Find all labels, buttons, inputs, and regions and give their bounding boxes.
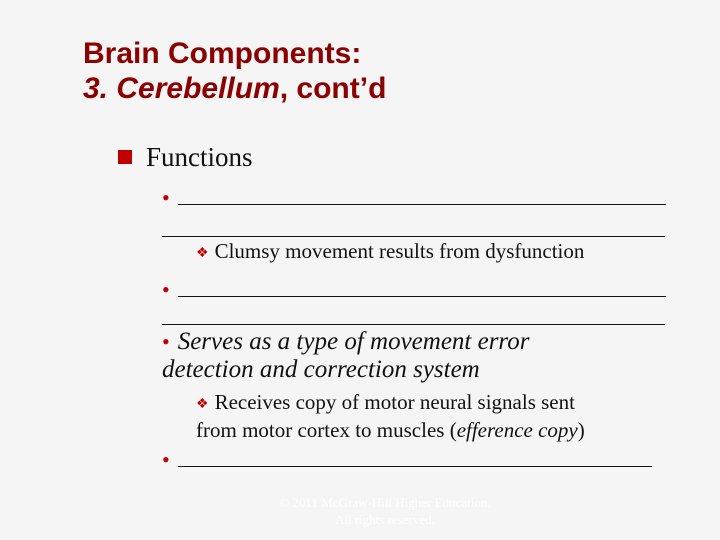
point-3-line-2: detection and correction system [162, 356, 480, 383]
diamond-bullet-icon: ❖ [196, 246, 209, 261]
title-rest: , cont’d [279, 72, 387, 105]
sub-bullet-1 [196, 239, 584, 264]
functions-heading [118, 142, 253, 173]
blank-line [162, 306, 665, 325]
point-3 [162, 328, 529, 384]
title-line-2 [83, 71, 386, 106]
blank-line [178, 186, 666, 205]
diamond-bullet-icon: ❖ [196, 397, 209, 412]
blank-line [162, 218, 665, 237]
blank-item-2-continuation [162, 306, 665, 330]
efference-copy-term: efference copy [456, 418, 578, 442]
dot-bullet-icon: • [162, 277, 170, 302]
sub-bullet-2-line-2b: ) [577, 418, 585, 442]
sub-bullet-1-text: Clumsy movement results from dysfunction [214, 239, 585, 263]
copyright-footer [230, 494, 540, 528]
functions-heading-text: Functions [146, 142, 253, 172]
dot-bullet-icon: • [162, 185, 170, 210]
title-italic-part: 3. Cerebellum [83, 72, 280, 105]
slide-title [83, 36, 386, 106]
blank-line [178, 448, 652, 467]
dot-bullet-icon: • [162, 447, 170, 472]
blank-item-2 [162, 277, 666, 303]
footer-line-2: All rights reserved. [334, 512, 435, 527]
square-bullet-icon [118, 150, 132, 164]
sub-bullet-2 [196, 390, 585, 442]
blank-item-3 [162, 447, 652, 473]
blank-item-1 [162, 185, 666, 211]
blank-line [178, 278, 666, 297]
title-line-1: Brain Components: [83, 37, 362, 70]
point-3-line-1: Serves as a type of movement error [177, 328, 530, 355]
sub-bullet-2-line-1: Receives copy of motor neural signals sent [214, 390, 575, 414]
dot-bullet-icon: • [162, 329, 170, 354]
footer-line-1: © 2011 McGraw-Hill Higher Education. [279, 495, 491, 510]
sub-bullet-2-line-2a: from motor cortex to muscles ( [196, 418, 457, 442]
